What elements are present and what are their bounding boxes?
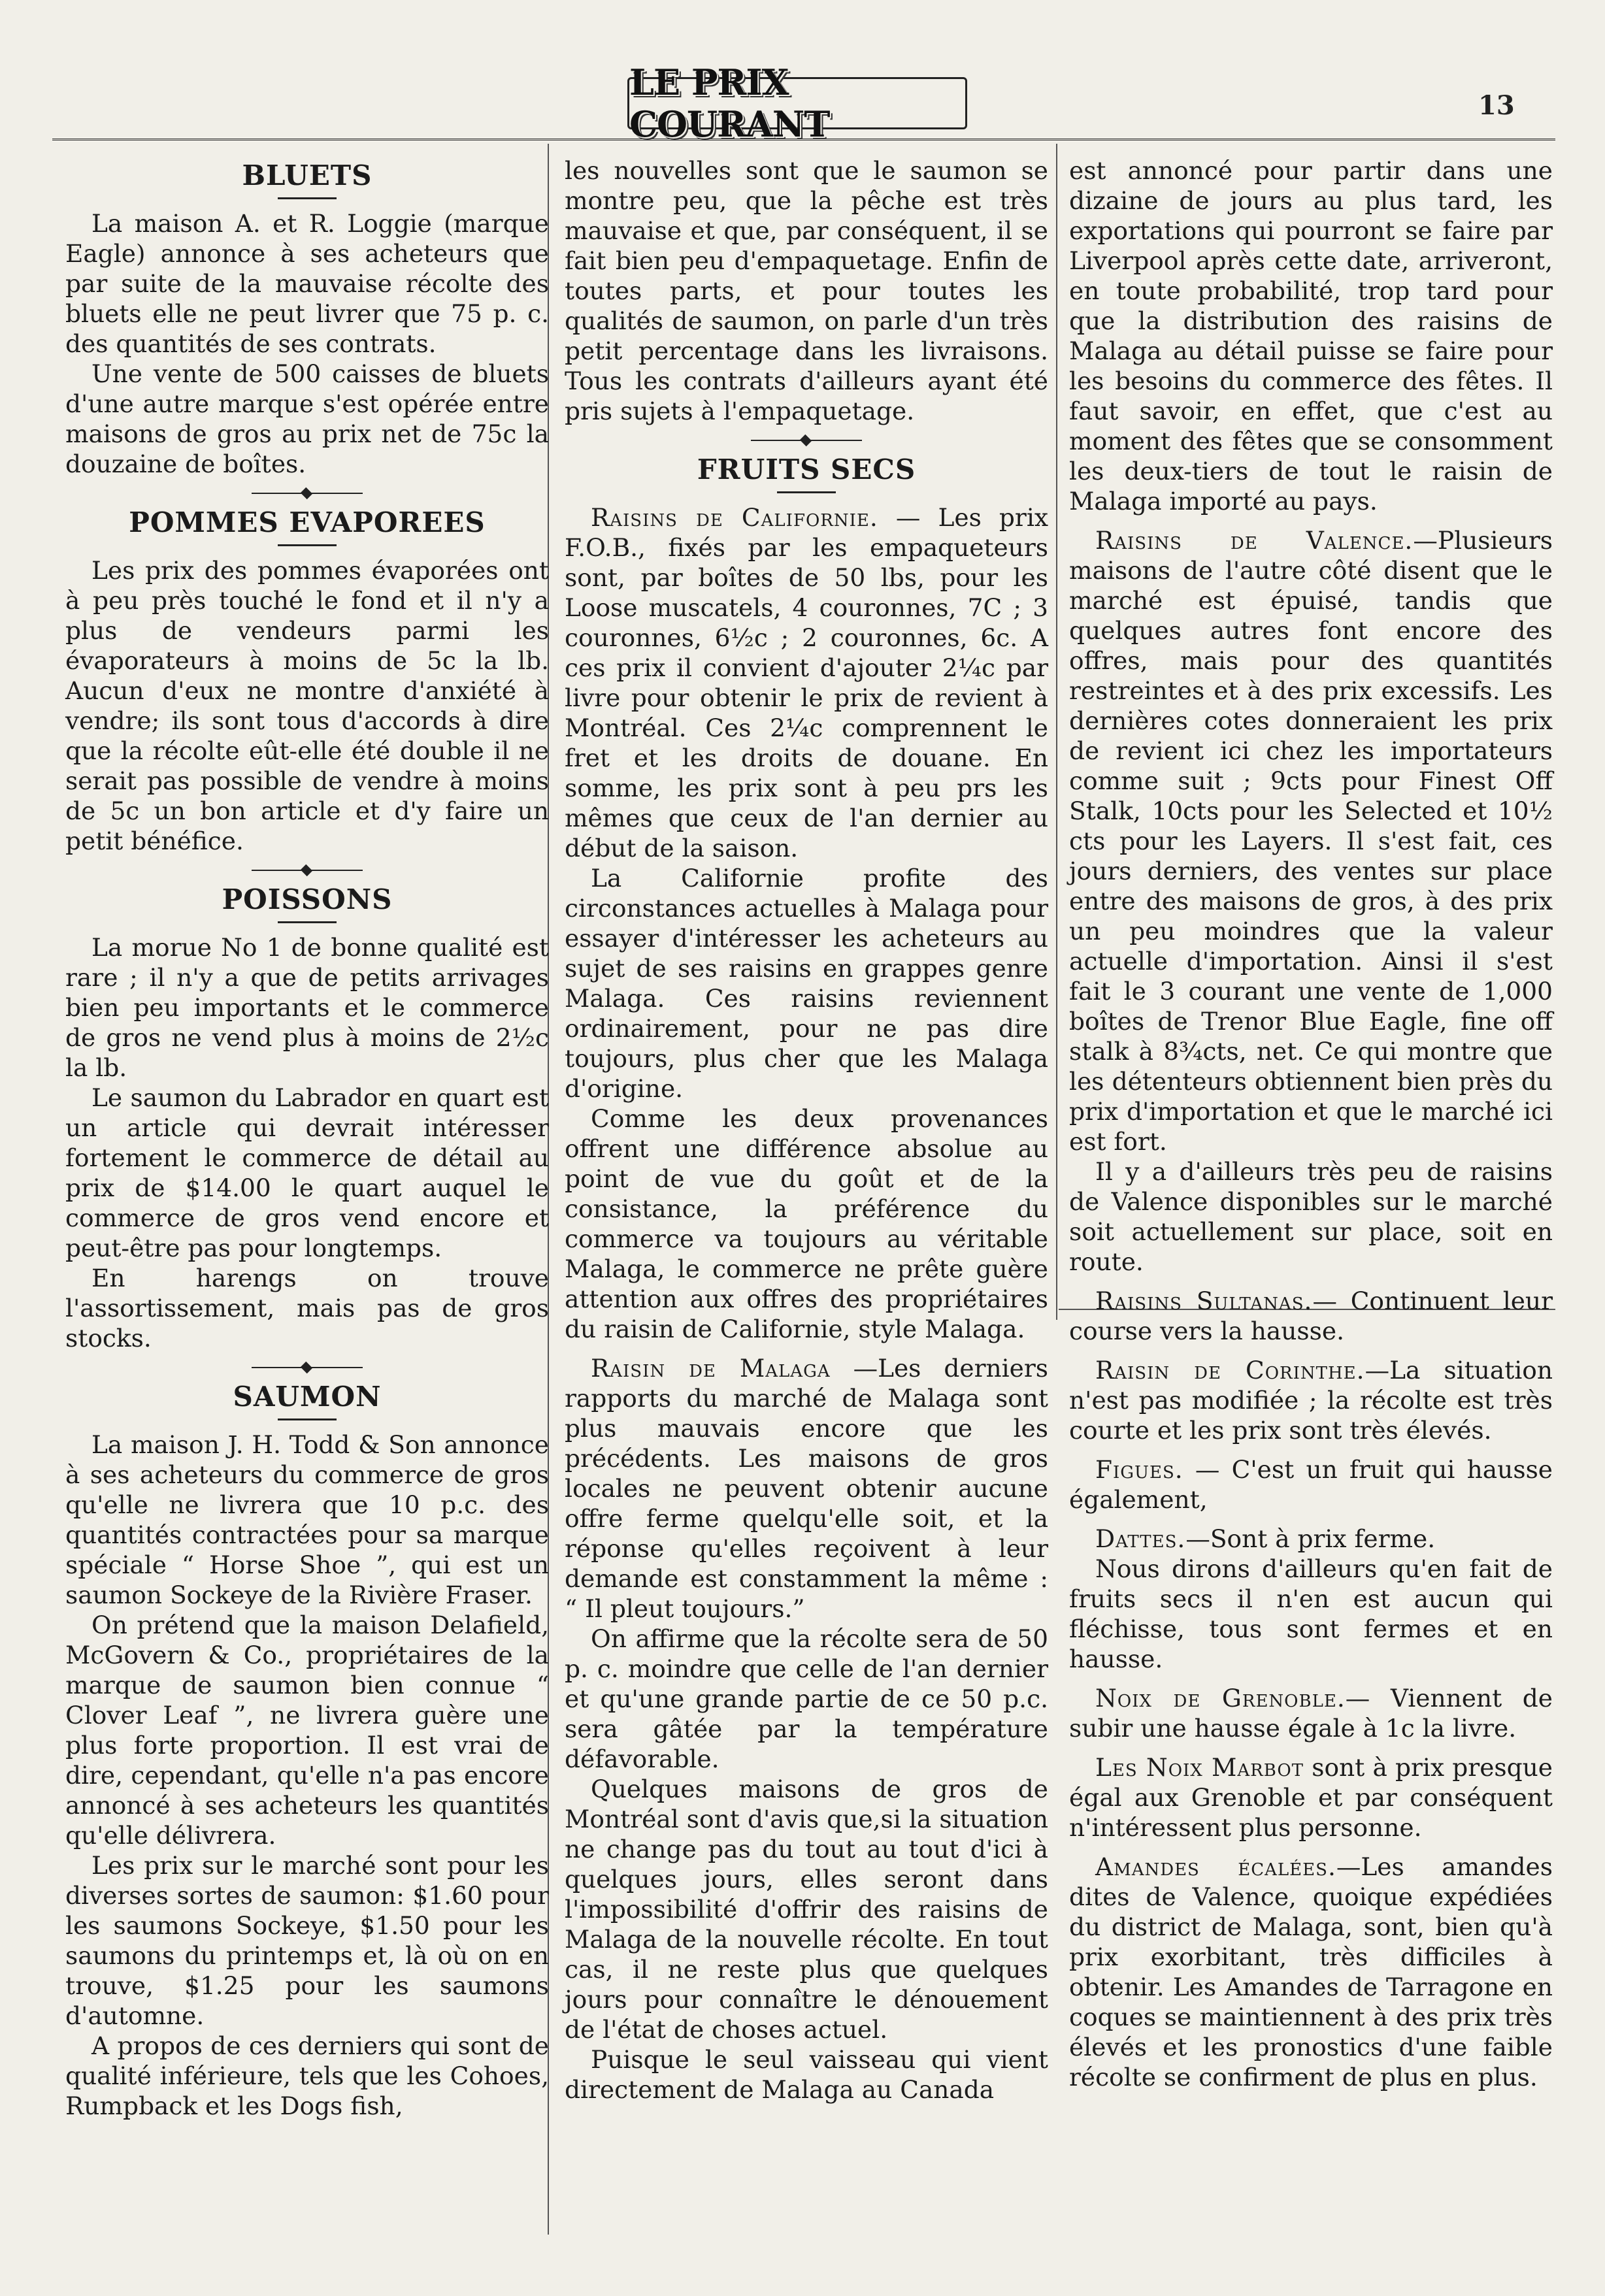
run-in-heading: Raisins de Valence. xyxy=(1095,526,1414,555)
run-in-heading: Les Noix Marbot xyxy=(1095,1753,1304,1782)
paragraph xyxy=(565,502,1048,863)
paragraph-text: sont à prix presque égal aux Grenoble et par conséquent n'intéressent plus personne. xyxy=(1069,1753,1553,1842)
paragraph xyxy=(1069,1683,1553,1743)
paragraph xyxy=(1069,1852,1553,2092)
paragraph: Comme les deux provenances offrent une différence absolue au point de vue du goût et de la consistance, la préférence du commerce va toujours au véritable Malaga, le commerce ne prête guère attention aux offres des propriétaires du raisin de Californie, style Malaga. xyxy=(565,1104,1048,1343)
paragraph: Puisque le seul vaisseau qui vient directement de Malaga au Canada xyxy=(565,2045,1048,2104)
paragraph: est annoncé pour partir dans une dizaine de jours au plus tard, les exportations qui pourront se faire par Liverpool après cette date, arriveront, en toute probabilité, trop tard pour que la distribution des raisins de Malaga au détail puisse se faire pour les besoins du commerce des fêtes. Il faut savoir, en effet, que c'est au moment des fêtes que se consomment les deux-tiers de tout le raisin de Malaga importé au pays. xyxy=(1069,156,1553,516)
title-underline xyxy=(278,544,337,546)
title-underline xyxy=(278,1419,337,1420)
ornament-divider xyxy=(252,489,363,497)
title-underline xyxy=(777,491,836,493)
run-in-heading: Figues. xyxy=(1095,1455,1183,1484)
run-in-heading: Raisin de Malaga xyxy=(591,1354,831,1383)
column-2 xyxy=(565,156,1048,2105)
run-in-heading: Raisins Sultanas. xyxy=(1095,1287,1313,1315)
title-underline xyxy=(278,197,337,199)
paragraph-text: — Les prix F.O.B., fixés par les empaqueteurs sont, par boîtes de 50 lbs, pour les Loose muscatels, 4 couronnes, 7C ; 3 couronnes, 6½c ; 2 couronnes, 6c. A ces prix il convient d'ajouter 2¼c par livre pour obtenir le prix de revient à Montréal. Ces 2¼c comprennent le fret et les droits de douane. En somme, les prix sont à peu prs les mêmes que ceux de l'an dernier au début de la saison. xyxy=(565,503,1048,862)
ornament-divider xyxy=(252,866,363,874)
paragraph xyxy=(1069,525,1553,1156)
section-title-pommes: POMMES EVAPOREES xyxy=(129,506,486,538)
paragraph-text: — C'est un fruit qui hausse également, xyxy=(1069,1455,1553,1514)
paragraph: La morue No 1 de bonne qualité est rare ; il n'y a que de petits arrivages bien peu importants et le commerce de gros ne vend plus à moins de 2½c la lb. xyxy=(65,933,549,1082)
run-in-heading: Raisins de Californie. xyxy=(591,503,878,532)
column-3 xyxy=(1069,156,1553,2092)
page-number: 13 xyxy=(1478,90,1515,121)
paragraph xyxy=(1069,1355,1553,1445)
paragraph: Une vente de 500 caisses de bluets d'une autre marque s'est opérée entre maisons de gros au prix net de 75c la douzaine de boîtes. xyxy=(65,359,549,478)
paragraph: En harengs on trouve l'assortissement, mais pas de gros stocks. xyxy=(65,1264,549,1353)
section-title-poissons: POISSONS xyxy=(222,883,393,915)
paragraph-text: — Continuent leur course vers la hausse. xyxy=(1069,1287,1553,1345)
column-1 xyxy=(65,156,549,2121)
paragraph-text: —Sont à prix ferme. xyxy=(1185,1524,1436,1553)
paragraph xyxy=(1069,1752,1553,1843)
paragraph: La maison J. H. Todd & Son annonce à ses acheteurs du commerce de gros qu'elle ne livrera que 10 p.c. des quantités contractées pour sa marque spéciale “ Horse Shoe ”, qui est un saumon Sockeye de la Rivière Fraser. xyxy=(65,1430,549,1609)
ornament-divider xyxy=(751,436,862,444)
paragraph: les nouvelles sont que le saumon se montre peu, que la pêche est très mauvaise et que, par conséquent, il se fait bien peu d'empaquetage. Enfin de toutes parts, et pour toutes les qualités de saumon, on parle d'un très petit percentage dans les livraisons. Tous les contrats d'ailleurs ayant été pris sujets à l'empaquetage. xyxy=(565,156,1048,425)
paragraph: On prétend que la maison Delafield, McGovern & Co., propriétaires de la marque de saumon bien connue “ Clover Leaf ”, ne livrera guère une plus forte proportion. Il est vrai de dire, cependant, qu'elle n'a pas encore annoncé à ses acheteurs les quantités qu'elle délivrera. xyxy=(65,1611,549,1850)
masthead-logo: LE PRIX COURANT xyxy=(627,77,967,129)
paragraph: Il y a d'ailleurs très peu de raisins de Valence disponibles sur le marché soit actuellement sur place, soit en route. xyxy=(1069,1157,1553,1276)
paragraph-text: —Les amandes dites de Valence, quoique expédiées du district de Malaga, sont, bien qu'à prix exorbitant, très difficiles à obtenir. Les Amandes de Tarragone en coques se maintiennent à des prix très élevés et les pronostics d'une faible récolte se confirment de plus en plus. xyxy=(1069,1852,1553,2091)
paragraph-text: —Plusieurs maisons de l'autre côté disent que le marché est épuisé, tandis que quelques autres font encore des offres, mais pour des quantités restreintes et à des prix excessifs. Les dernières cotes donneraient les prix de revient ici chez les importateurs comme suit ; 9cts pour Finest Off Stalk, 10cts pour les Selected et 10½ cts pour les Layers. Il s'est fait, ces jours derniers, des ventes sur place entre des maisons de gros, à des prix un peu moindres que la valeur actuelle d'importation. Ainsi il s'est fait le 3 courant une vente de 1,000 boîtes de Trenor Blue Eagle, fine off stalk à 8¾cts, net. Ce qui montre que les détenteurs obtiennent bien près du prix d'importation et que le marché ici est fort. xyxy=(1069,526,1553,1156)
paragraph: Le saumon du Labrador en quart est un article qui devrait intéresser fortement le commerce de détail au prix de $14.00 le quart auquel le commerce de gros vend encore et peut-être pas pour longtemps. xyxy=(65,1083,549,1262)
paragraph: Les prix des pommes évaporées ont à peu près touché le fond et il n'y a plus de vendeurs parmi les évaporateurs à moins de 5c la lb. Aucun d'eux ne montre d'anxiété à vendre; ils sont tous d'accords à dire que la récolte eût-elle été double il ne serait pas possible de vendre à moins de 5c un bon article et d'y faire un petit bénéfice. xyxy=(65,556,549,855)
run-in-heading: Raisin de Corinthe. xyxy=(1095,1356,1365,1385)
run-in-heading: Amandes écalées. xyxy=(1095,1852,1336,1881)
paragraph xyxy=(1069,1286,1553,1346)
section-title-bluets: BLUETS xyxy=(242,159,372,191)
header-rule xyxy=(52,139,1555,140)
ornament-divider xyxy=(252,1364,363,1371)
paragraph xyxy=(565,1353,1048,1624)
paragraph: A propos de ces derniers qui sont de qualité inférieure, tels que les Cohoes, Rumpback et les Dogs fish, xyxy=(65,2031,549,2120)
paragraph-text: — Viennent de subir une hausse égale à 1c la livre. xyxy=(1069,1684,1553,1743)
section-title-fruits-secs: FRUITS SECS xyxy=(697,453,916,485)
column-divider xyxy=(1056,144,1057,1320)
paragraph xyxy=(1069,1454,1553,1515)
paragraph: La Californie profite des circonstances actuelles à Malaga pour essayer d'intéresser les acheteurs au sujet de ses raisins en grappes genre Malaga. Ces raisins reviennent ordinairement, pour ne pas dire toujours, plus cher que les Malaga d'origine. xyxy=(565,864,1048,1103)
paragraph: Les prix sur le marché sont pour les diverses sortes de saumon: $1.60 pour les saumons Sockeye, $1.50 pour les saumons du printemps et, là où on en trouve, $1.25 pour les saumons d'automne. xyxy=(65,1851,549,2030)
run-in-heading: Noix de Grenoble. xyxy=(1095,1684,1346,1713)
paragraph-text: —Les derniers rapports du marché de Malaga sont plus mauvais encore que les précédents. Les maisons de gros locales ne peuvent obtenir aucune offre ferme quelqu'elle soit, et la réponse qu'elles reçoivent à leur demande est constamment la même : “ Il pleut toujours.” xyxy=(565,1354,1049,1623)
run-in-heading: Dattes. xyxy=(1095,1524,1186,1553)
paragraph: Nous dirons d'ailleurs qu'en fait de fruits secs il n'en est aucun qui fléchisse, tous sont fermes et en hausse. xyxy=(1069,1554,1553,1673)
paragraph: Quelques maisons de gros de Montréal sont d'avis que,si la situation ne change pas du tout au tout d'ici à quelques jours, elles seront dans l'impossibilité d'offrir des raisins de Malaga de la nouvelle récolte. En tout cas, il ne reste plus que quelques jours pour connaître le dénouement de l'état de choses actuel. xyxy=(565,1775,1048,2044)
title-underline xyxy=(278,921,337,923)
paragraph-text: —La situation n'est pas modifiée ; la récolte est très courte et les prix sont très élevés. xyxy=(1069,1356,1553,1445)
paragraph: On affirme que la récolte sera de 50 p. c. moindre que celle de l'an dernier et qu'une grande partie de ce 50 p.c. sera gâtée par la température défavorable. xyxy=(565,1624,1048,1773)
section-title-saumon: SAUMON xyxy=(233,1381,382,1413)
paragraph: La maison A. et R. Loggie (marque Eagle) annonce à ses acheteurs que par suite de la mauvaise récolte des bluets elle ne peut livrer que 75 p. c. des quantités de ses contrats. xyxy=(65,209,549,358)
paragraph xyxy=(1069,1524,1553,1554)
